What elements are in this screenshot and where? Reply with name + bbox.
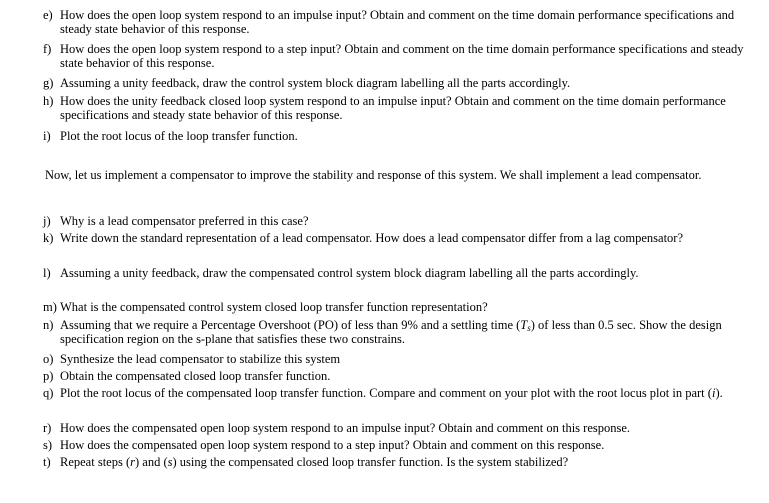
question-label: j) (43, 214, 51, 228)
question-label: l) (43, 266, 51, 280)
question-text: How does the compensated open loop system respond to an impulse input? Obtain and comment on this response. (60, 421, 631, 435)
question-text: Plot the root locus of the loop transfer function. (60, 129, 298, 143)
question-q (43, 386, 760, 400)
question-label: h) (43, 94, 54, 108)
part-reference: i (711, 386, 716, 400)
part-reference: r (130, 455, 135, 469)
question-label: o) (43, 352, 54, 366)
question-label: e) (43, 8, 53, 22)
question-t (43, 455, 760, 469)
question-text: Why is a lead compensator preferred in this case? (60, 214, 309, 228)
question-k (43, 231, 760, 245)
question-r (43, 421, 760, 435)
question-text: Assuming a unity feedback, draw the control system block diagram labelling all the parts accordingly. (60, 76, 571, 90)
question-j (43, 214, 760, 228)
question-text: What is the compensated control system closed loop transfer function representation? (60, 300, 488, 314)
question-text (60, 386, 723, 400)
question-h (43, 94, 760, 122)
question-s (43, 438, 760, 452)
text-segment: ) using the compensated closed loop transfer function. Is the system stabilized? (172, 455, 569, 469)
question-p (43, 369, 760, 383)
intro-paragraph: Now, let us implement a compensator to improve the stability and response of this system. We shall implement a lead compensator. (45, 168, 702, 182)
question-text (60, 318, 722, 346)
symbol-subscript: s (527, 323, 531, 333)
question-text: Write down the standard representation of a lead compensator. How does a lead compensator differ from a lag compensator? (60, 231, 683, 245)
settling-time-symbol (520, 318, 530, 332)
question-text: How does the open loop system respond to an impulse input? Obtain and comment on the time domain performance specifications and steady state behavior of this response. (60, 8, 735, 36)
text-segment: Plot the root locus of the compensated loop transfer function. Compare and comment on your plot with the root locus plot in part ( (60, 386, 712, 400)
question-label: m) (43, 300, 57, 314)
question-label: q) (43, 386, 54, 400)
question-text: How does the unity feedback closed loop system respond to an impulse input? Obtain and comment on the time domain performance specifications and steady state behavior of this response. (60, 94, 726, 122)
question-n (43, 318, 760, 346)
question-text: Synthesize the lead compensator to stabilize this system (60, 352, 341, 366)
question-text: How does the compensated open loop system respond to a step input? Obtain and comment on this response. (60, 438, 605, 452)
question-label: p) (43, 369, 54, 383)
question-text: Obtain the compensated closed loop transfer function. (60, 369, 331, 383)
question-o (43, 352, 760, 366)
question-label: i) (43, 129, 51, 143)
text-segment: Assuming that we require a Percentage Overshoot (PO) of less than 9% and a settling time ( (60, 318, 521, 332)
question-text: How does the open loop system respond to a step input? Obtain and comment on the time domain performance specifications and steady state behavior of this response. (60, 42, 744, 70)
text-segment: Repeat steps ( (60, 455, 131, 469)
question-m (43, 300, 760, 314)
part-reference: s (167, 455, 173, 469)
question-e (43, 8, 760, 36)
question-text (60, 455, 568, 469)
text-segment: ). (715, 386, 723, 400)
question-label: r) (43, 421, 52, 435)
question-i (43, 129, 760, 143)
question-text: Assuming a unity feedback, draw the compensated control system block diagram labelling all the parts accordingly. (60, 266, 639, 280)
question-label: t) (43, 455, 51, 469)
text-segment: ) of less than 0.5 sec. Show the design specification region on the s-plane that satisfies these two constrains. (60, 318, 722, 346)
question-label: k) (43, 231, 54, 245)
question-f (43, 42, 760, 70)
question-l (43, 266, 760, 280)
question-label: g) (43, 76, 54, 90)
question-label: s) (43, 438, 53, 452)
question-label: f) (43, 42, 52, 56)
question-label: n) (43, 318, 54, 332)
text-segment: ) and ( (135, 455, 168, 469)
symbol-main: T (520, 318, 528, 332)
question-g (43, 76, 760, 90)
